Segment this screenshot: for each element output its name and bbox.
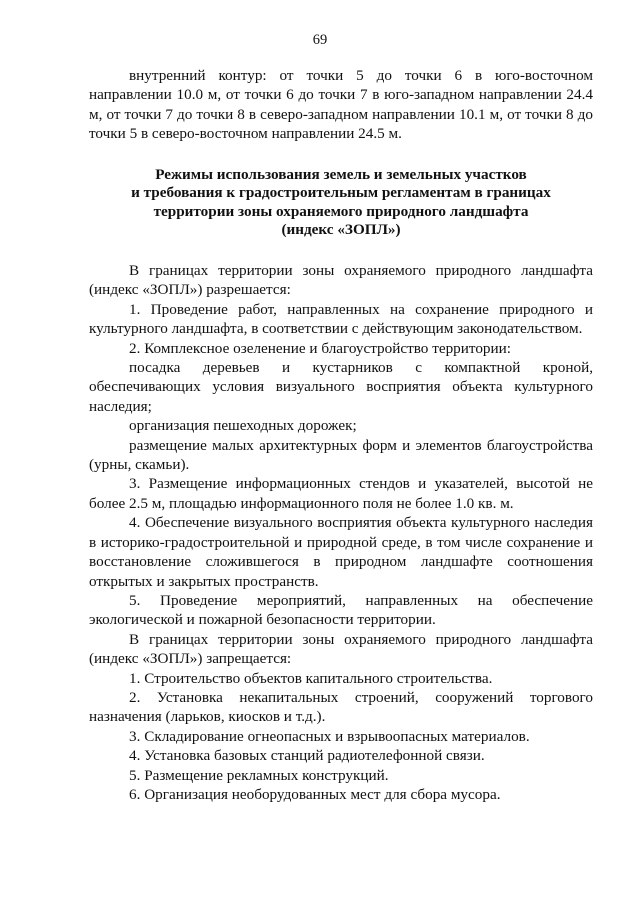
intro-paragraph: внутренний контур: от точки 5 до точки 6 в юго-восточном направлении 10.0 м, от точки 6 до точки 7 в юго-западном направлении 24.4 м, от точки 7 до точки 8 в северо-западном направлении 10.1 м, от точки 8 до точки 5 в северо-восточном направлении 24.5 м. — [89, 67, 593, 143]
prohibited-item-3: 3. Складирование огнеопасных и взрывоопасных материалов. — [129, 727, 530, 745]
allowed-item-2: 2. Комплексное озеленение и благоустройство территории: — [129, 339, 511, 357]
allowed-item-3: 3. Размещение информационных стендов и указателей, высотой не более 2.5 м, площадью информационного поля не более 1.0 кв. м. — [89, 475, 593, 512]
prohibited-item-2: 2. Установка некапитальных строений, сооружений торгового назначения (ларьков, киосков и т.д.). — [89, 688, 593, 726]
prohibited-item-6: 6. Организация необорудованных мест для сбора мусора. — [129, 785, 501, 803]
allowed-item-2-paths: организация пешеходных дорожек; — [129, 417, 357, 435]
prohibited-item-4: 4. Установка базовых станций радиотелефонной связи. — [129, 747, 485, 765]
allowed-item-2-forms: размещение малых архитектурных форм и элементов благоустройства (урны, скамьи). — [89, 436, 593, 474]
allowed-item-4: 4. Обеспечение визуального восприятия объекта культурного наследия в историко-градостроительной и природной среде, в том числе сохранение и восстановление сложившегося в природном ландшафте соотношения открытых и закрытых пространств. — [89, 514, 593, 590]
section-title-line: и требования к градостроительным регламентам в границах — [131, 184, 551, 202]
section-title-line: территории зоны охраняемого природного ландшафта — [153, 202, 529, 220]
allowed-item-5: 5. Проведение мероприятий, направленных на обеспечение экологической и пожарной безопасности территории. — [89, 591, 593, 629]
prohibited-intro: В границах территории зоны охраняемого природного ландшафта (индекс «ЗОПЛ») запрещается: — [89, 630, 593, 668]
prohibited-item-1: 1. Строительство объектов капитального строительства. — [129, 669, 493, 687]
allowed-item-2-planting: посадка деревьев и кустарников с компактной кроной, обеспечивающих условия визуального восприятия объекта культурного наследия; — [89, 359, 593, 415]
allowed-intro: В границах территории зоны охраняемого природного ландшафта (индекс «ЗОПЛ») разрешается: — [89, 262, 593, 299]
section-title — [89, 166, 593, 240]
document-body — [89, 66, 593, 804]
section-title-line: Режимы использования земель и земельных участков — [155, 165, 527, 183]
page-number: 69 — [312, 32, 328, 48]
section-title-line: (индекс «ЗОПЛ») — [281, 221, 401, 239]
allowed-item-1: 1. Проведение работ, направленных на сохранение природного и культурного ландшафта, в соответствии с действующим законодательством. — [89, 300, 593, 338]
prohibited-item-5: 5. Размещение рекламных конструкций. — [129, 766, 389, 784]
